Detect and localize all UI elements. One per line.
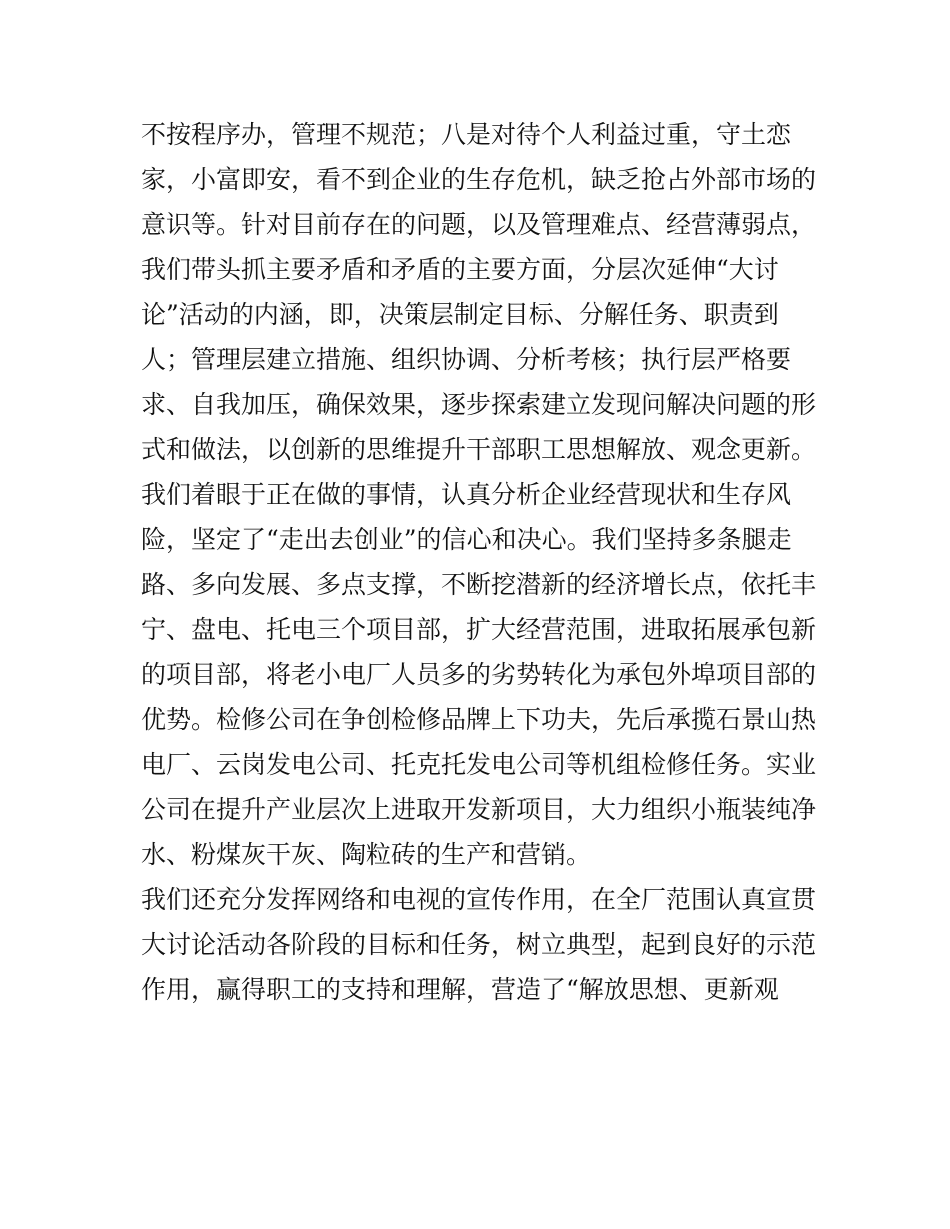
text-line: 论”活动的内涵，即，决策层制定目标、分解任务、职责到 xyxy=(141,300,779,329)
text-line: 我们带头抓主要矛盾和矛盾的主要方面，分层次延伸“大讨 xyxy=(141,255,779,284)
text-line: 我们着眼于正在做的事情，认真分析企业经营现状和生存风 xyxy=(141,480,792,509)
text-line: 家，小富即安，看不到企业的生存危机，缺乏抢占外部市场的 xyxy=(141,165,817,194)
text-line: 作用，赢得职工的支持和理解，营造了“解放思想、更新观 xyxy=(141,975,779,1004)
text-line: 求、自我加压，确保效果，逐步探索建立发现问解决问题的形 xyxy=(141,390,817,419)
text-line: 的项目部，将老小电厂人员多的劣势转化为承包外埠项目部的 xyxy=(141,660,817,689)
text-line: 人；管理层建立措施、组织协调、分析考核；执行层严格要 xyxy=(141,345,792,374)
text-line: 公司在提升产业层次上进取开发新项目，大力组织小瓶装纯净 xyxy=(141,795,817,824)
text-line: 我们还充分发挥网络和电视的宣传作用，在全厂范围认真宣贯 xyxy=(141,885,817,914)
text-line: 大讨论活动各阶段的目标和任务，树立典型，起到良好的示范 xyxy=(141,930,817,959)
text-line: 宁、盘电、托电三个项目部，扩大经营范围，进取拓展承包新 xyxy=(141,615,817,644)
text-line: 不按程序办，管理不规范；八是对待个人利益过重，守土恋 xyxy=(141,120,792,149)
text-line: 水、粉煤灰干灰、陶粒砖的生产和营销。 xyxy=(141,840,592,869)
text-line: 路、多向发展、多点支撑，不断挖潜新的经济增长点，依托丰 xyxy=(141,570,817,599)
text-line: 险，坚定了“走出去创业”的信心和决心。我们坚持多条腿走 xyxy=(141,525,792,554)
text-line: 意识等。针对目前存在的问题，以及管理难点、经营薄弱点， xyxy=(141,210,817,239)
text-line: 优势。检修公司在争创检修品牌上下功夫，先后承揽石景山热 xyxy=(141,705,817,734)
text-line: 式和做法，以创新的思维提升干部职工思想解放、观念更新。 xyxy=(141,435,817,464)
body-text xyxy=(141,112,821,1012)
text-line: 电厂、云岗发电公司、托克托发电公司等机组检修任务。实业 xyxy=(141,750,817,779)
